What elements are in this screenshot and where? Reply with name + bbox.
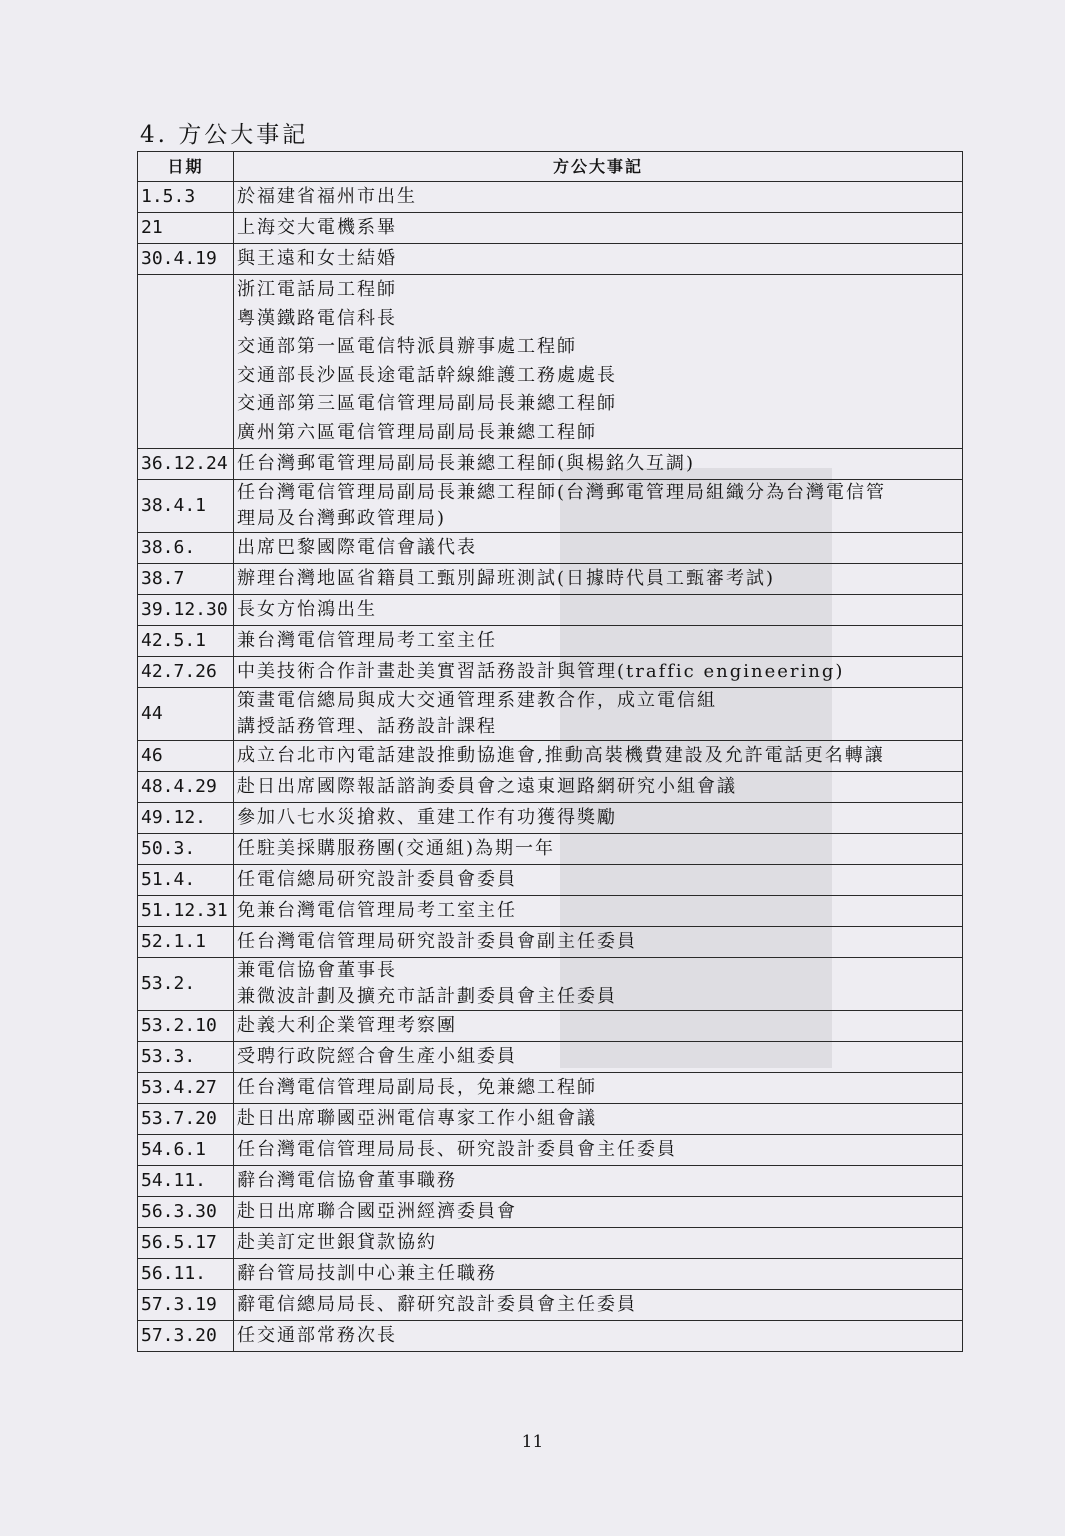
- table-row: [138, 626, 963, 657]
- event-line: 成立台北市內電話建設推動協進會,推動高裝機費建設及允許電話更名轉讓: [237, 745, 885, 766]
- section-title: 4. 方公大事記: [140, 122, 309, 148]
- table-row: [138, 1073, 963, 1104]
- date-cell: 56.5.17: [138, 1228, 234, 1259]
- event-cell: [234, 564, 963, 595]
- event-line: 兼電信協會董事長: [237, 960, 397, 981]
- table-row: [138, 595, 963, 626]
- table-row: [138, 1197, 963, 1228]
- event-line: 兼微波計劃及擴充市話計劃委員會主任委員: [237, 986, 617, 1007]
- event-cell: [234, 927, 963, 958]
- event-cell: [234, 275, 963, 449]
- event-cell: [234, 1321, 963, 1352]
- date-cell: 38.4.1: [138, 480, 234, 533]
- event-cell: [234, 1166, 963, 1197]
- date-cell: 54.6.1: [138, 1135, 234, 1166]
- date-cell: 51.12.31: [138, 896, 234, 927]
- table-row: [138, 896, 963, 927]
- date-cell: 1.5.3: [138, 182, 234, 213]
- event-cell: [234, 1228, 963, 1259]
- date-cell: 50.3.: [138, 834, 234, 865]
- table-body: [138, 182, 963, 1352]
- event-line: 廣州第六區電信管理局副局長兼總工程師: [237, 421, 597, 443]
- event-line: 赴日出席聯國亞洲電信專家工作小組會議: [237, 1108, 597, 1129]
- event-cell: [234, 1011, 963, 1042]
- event-cell: [234, 449, 963, 480]
- table-row: [138, 834, 963, 865]
- event-cell: [234, 803, 963, 834]
- event-cell: [234, 865, 963, 896]
- event-line: 辭電信總局局長、辭研究設計委員會主任委員: [237, 1294, 637, 1315]
- date-cell: 30.4.19: [138, 244, 234, 275]
- table-row: [138, 1228, 963, 1259]
- date-cell: 56.11.: [138, 1259, 234, 1290]
- table-row: [138, 688, 963, 741]
- event-cell: [234, 741, 963, 772]
- event-line: 赴美訂定世銀貸款協約: [237, 1232, 437, 1253]
- event-line: 任台灣郵電管理局副局長兼總工程師(與楊銘久互調): [237, 453, 696, 474]
- event-line: 理局及台灣郵政管理局): [237, 508, 447, 529]
- table-row: [138, 865, 963, 896]
- event-line: 長女方怡鴻出生: [237, 599, 377, 620]
- table-row: [138, 1290, 963, 1321]
- event-line: 免兼台灣電信管理局考工室主任: [237, 900, 517, 921]
- event-line: 任駐美採購服務團(交通組)為期一年: [237, 838, 556, 859]
- date-cell: 46: [138, 741, 234, 772]
- table-row: [138, 213, 963, 244]
- event-column-header: 方公大事記: [234, 152, 963, 182]
- date-cell: 53.7.20: [138, 1104, 234, 1135]
- table-row: [138, 182, 963, 213]
- table-row: [138, 958, 963, 1011]
- table-row: [138, 803, 963, 834]
- event-cell: [234, 595, 963, 626]
- table-header-row: [138, 152, 963, 182]
- table-row: [138, 1104, 963, 1135]
- event-cell: [234, 533, 963, 564]
- event-line: 任台灣電信管理局副局長兼總工程師(台灣郵電管理局組織分為台灣電信管: [237, 482, 887, 503]
- date-cell: 51.4.: [138, 865, 234, 896]
- date-cell: 53.2.: [138, 958, 234, 1011]
- page-number: 11: [521, 1432, 544, 1452]
- date-cell: 44: [138, 688, 234, 741]
- date-cell: 54.11.: [138, 1166, 234, 1197]
- date-cell: [138, 275, 234, 449]
- event-cell: [234, 182, 963, 213]
- event-line: 講授話務管理、話務設計課程: [237, 716, 497, 737]
- event-cell: [234, 1135, 963, 1166]
- event-cell: [234, 896, 963, 927]
- table-row: [138, 533, 963, 564]
- date-cell: 57.3.19: [138, 1290, 234, 1321]
- date-column-header: 日期: [138, 152, 234, 182]
- table-row: [138, 1321, 963, 1352]
- event-cell: [234, 480, 963, 533]
- table-row: [138, 741, 963, 772]
- date-cell: 57.3.20: [138, 1321, 234, 1352]
- event-line: 於福建省福州市出生: [237, 186, 417, 207]
- event-line: 辦理台灣地區省籍員工甄別歸班測試(日據時代員工甄審考試): [237, 568, 776, 589]
- date-cell: 36.12.24: [138, 449, 234, 480]
- event-line: 與王遠和女士結婚: [237, 248, 397, 269]
- event-line: 任電信總局研究設計委員會委員: [237, 869, 517, 890]
- event-line: 兼台灣電信管理局考工室主任: [237, 630, 497, 651]
- date-cell: 39.12.30: [138, 595, 234, 626]
- event-cell: [234, 244, 963, 275]
- date-cell: 42.7.26: [138, 657, 234, 688]
- table-row: [138, 657, 963, 688]
- event-cell: [234, 772, 963, 803]
- event-cell: [234, 834, 963, 865]
- event-line: 任交通部常務次長: [237, 1325, 397, 1346]
- event-line: 任台灣電信管理局局長、研究設計委員會主任委員: [237, 1139, 677, 1160]
- table-row: [138, 480, 963, 533]
- table-row: [138, 449, 963, 480]
- date-cell: 52.1.1: [138, 927, 234, 958]
- event-cell: [234, 1290, 963, 1321]
- table-row: [138, 1166, 963, 1197]
- event-cell: [234, 688, 963, 741]
- table-row: [138, 275, 963, 449]
- event-line: 任台灣電信管理局副局長，免兼總工程師: [237, 1077, 597, 1098]
- table-row: [138, 1011, 963, 1042]
- events-table: [137, 151, 963, 1352]
- event-cell: [234, 1104, 963, 1135]
- event-cell: [234, 958, 963, 1011]
- table-row: [138, 772, 963, 803]
- event-line: 策畫電信總局與成大交通管理系建教合作，成立電信組: [237, 690, 717, 711]
- date-cell: 53.3.: [138, 1042, 234, 1073]
- event-line: 赴日出席國際報話諮詢委員會之遠東迴路網研究小組會議: [237, 776, 737, 797]
- event-line: 出席巴黎國際電信會議代表: [237, 537, 477, 558]
- date-cell: 48.4.29: [138, 772, 234, 803]
- event-cell: [234, 1259, 963, 1290]
- date-cell: 38.7: [138, 564, 234, 595]
- event-line: 中美技術合作計畫赴美實習話務設計與管理(traffic engineering): [237, 661, 845, 682]
- event-line: 交通部第一區電信特派員辦事處工程師: [237, 336, 577, 357]
- table-row: [138, 1259, 963, 1290]
- table-row: [138, 1135, 963, 1166]
- table-row: [138, 564, 963, 595]
- date-cell: 21: [138, 213, 234, 244]
- event-cell: [234, 1042, 963, 1073]
- date-cell: 53.4.27: [138, 1073, 234, 1104]
- date-cell: 38.6.: [138, 533, 234, 564]
- event-cell: [234, 213, 963, 244]
- event-cell: [234, 626, 963, 657]
- event-line: 參加八七水災搶救、重建工作有功獲得獎勵: [237, 807, 617, 828]
- date-cell: 42.5.1: [138, 626, 234, 657]
- event-line: 赴日出席聯合國亞洲經濟委員會: [237, 1201, 517, 1222]
- event-line: 浙江電話局工程師: [237, 279, 397, 300]
- event-line: 粵漢鐵路電信科長: [237, 307, 397, 329]
- event-line: 上海交大電機系畢: [237, 217, 397, 238]
- date-cell: 56.3.30: [138, 1197, 234, 1228]
- event-line: 任台灣電信管理局研究設計委員會副主任委員: [237, 931, 637, 952]
- date-cell: 53.2.10: [138, 1011, 234, 1042]
- event-line: 辭台灣電信協會董事職務: [237, 1170, 457, 1191]
- event-line: 交通部長沙區長途電話幹線維護工務處處長: [237, 364, 617, 386]
- event-line: 交通部第三區電信管理局副局長兼總工程師: [237, 393, 617, 414]
- table-row: [138, 927, 963, 958]
- event-line: 辭台管局技訓中心兼主任職務: [237, 1263, 497, 1284]
- event-cell: [234, 1197, 963, 1228]
- table-row: [138, 1042, 963, 1073]
- event-cell: [234, 657, 963, 688]
- table-row: [138, 244, 963, 275]
- event-line: 赴義大利企業管理考察團: [237, 1015, 457, 1036]
- event-line: 受聘行政院經合會生產小組委員: [237, 1046, 517, 1067]
- event-cell: [234, 1073, 963, 1104]
- date-cell: 49.12.: [138, 803, 234, 834]
